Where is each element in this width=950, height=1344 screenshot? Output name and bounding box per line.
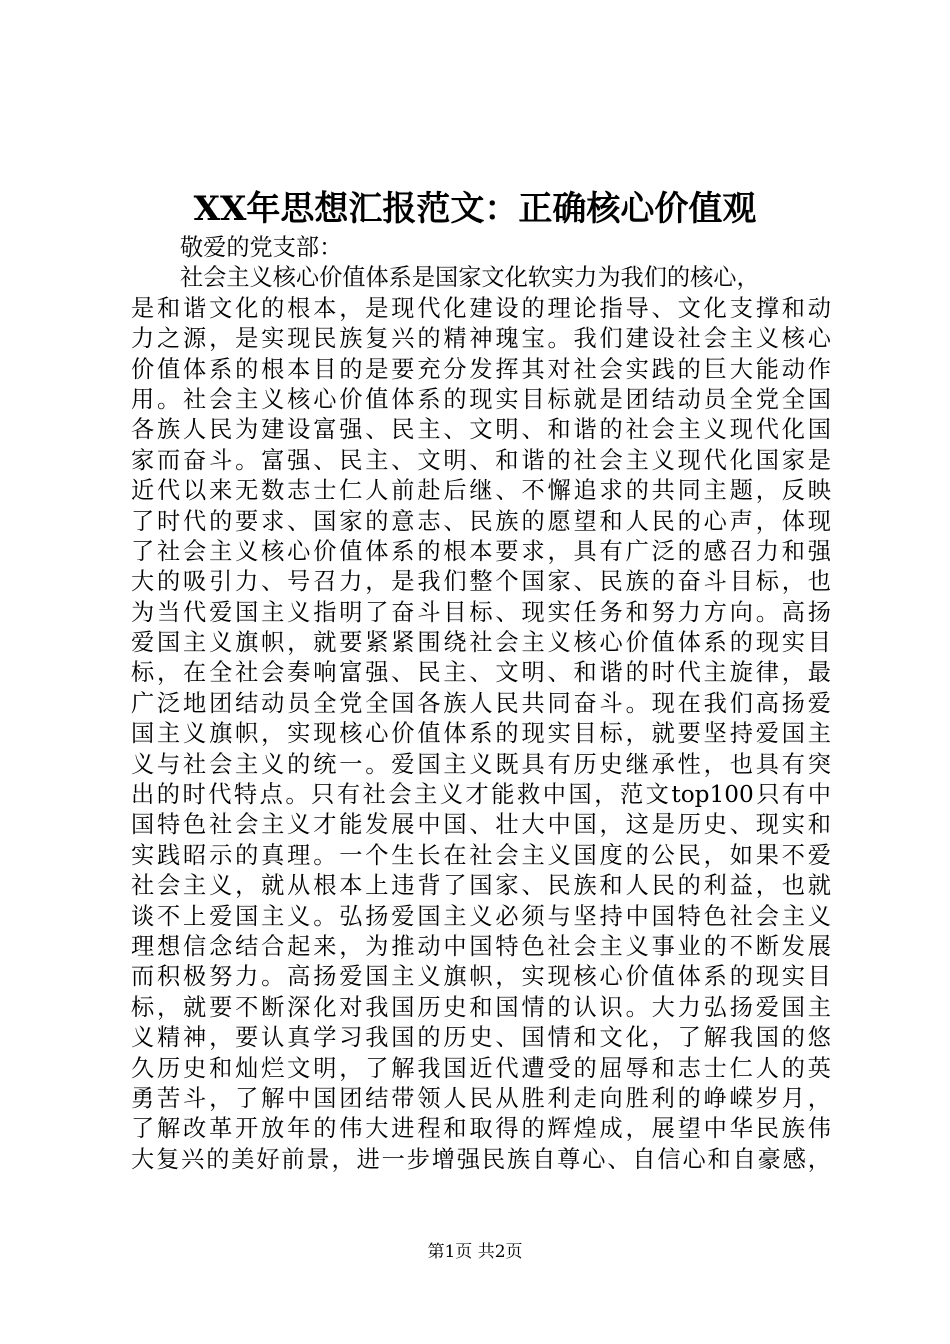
body-line: 标，在全社会奏响富强、民主、文明、和谐的时代主旋律，最	[131, 659, 831, 687]
body-line: 了时代的要求、国家的意志、民族的愿望和人民的心声，体现	[131, 507, 831, 535]
body-line: 大的吸引力、号召力，是我们整个国家、民族的奋斗目标，也	[131, 568, 831, 596]
body-line: 了社会主义核心价值体系的根本要求，具有广泛的感召力和强	[131, 537, 831, 565]
body-line: 大复兴的美好前景，进一步增强民族自尊心、自信心和自豪感，	[131, 1145, 831, 1173]
body-line: 社会主义核心价值体系是国家文化软实力为我们的核心，	[180, 264, 760, 292]
page-footer: 第1页 共2页	[427, 1242, 523, 1262]
body-line: 广泛地团结动员全党全国各族人民共同奋斗。现在我们高扬爱	[131, 689, 831, 717]
body-line: 义精神，要认真学习我国的历史、国情和文化，了解我国的悠	[131, 1024, 831, 1052]
page-title: XX年思想汇报范文：正确核心价值观	[193, 189, 757, 229]
body-line: 出的时代特点。只有社会主义才能救中国，范文top100只有中	[131, 781, 831, 809]
body-line: 久历史和灿烂文明，了解我国近代遭受的屈辱和志士仁人的英	[131, 1054, 831, 1082]
body-line: 各族人民为建设富强、民主、文明、和谐的社会主义现代化国	[131, 416, 831, 444]
body-line: 价值体系的根本目的是要充分发挥其对社会实践的巨大能动作	[131, 355, 831, 383]
body-line: 家而奋斗。富强、民主、文明、和谐的社会主义现代化国家是	[131, 446, 831, 474]
body-line: 社会主义，就从根本上违背了国家、民族和人民的利益，也就	[131, 872, 831, 900]
body-line: 谈不上爱国主义。弘扬爱国主义必须与坚持中国特色社会主义	[131, 902, 831, 930]
document-body	[131, 233, 831, 1175]
body-line: 而积极努力。高扬爱国主义旗帜，实现核心价值体系的现实目	[131, 963, 831, 991]
body-line: 勇苦斗，了解中国团结带领人民从胜利走向胜利的峥嵘岁月，	[131, 1084, 831, 1112]
body-line: 标，就要不断深化对我国历史和国情的认识。大力弘扬爱国主	[131, 993, 831, 1021]
body-line: 国特色社会主义才能发展中国、壮大中国，这是历史、现实和	[131, 811, 831, 839]
body-line: 实践昭示的真理。一个生长在社会主义国度的公民，如果不爱	[131, 841, 831, 869]
body-line: 义与社会主义的统一。爱国主义既具有历史继承性，也具有突	[131, 750, 831, 778]
body-line: 力之源，是实现民族复兴的精神瑰宝。我们建设社会主义核心	[131, 325, 831, 353]
body-line: 近代以来无数志士仁人前赴后继、不懈追求的共同主题，反映	[131, 477, 831, 505]
body-line: 理想信念结合起来，为推动中国特色社会主义事业的不断发展	[131, 932, 831, 960]
body-line: 爱国主义旗帜，就要紧紧围绕社会主义核心价值体系的现实目	[131, 629, 831, 657]
body-line: 是和谐文化的根本，是现代化建设的理论指导、文化支撑和动	[131, 294, 831, 322]
body-line: 用。社会主义核心价值体系的现实目标就是团结动员全党全国	[131, 385, 831, 413]
salutation: 敬爱的党支部：	[180, 234, 343, 261]
body-line: 国主义旗帜，实现核心价值体系的现实目标，就要坚持爱国主	[131, 720, 831, 748]
body-line: 为当代爱国主义指明了奋斗目标、现实任务和努力方向。高扬	[131, 598, 831, 626]
body-line: 了解改革开放年的伟大进程和取得的辉煌成，展望中华民族伟	[131, 1115, 831, 1143]
